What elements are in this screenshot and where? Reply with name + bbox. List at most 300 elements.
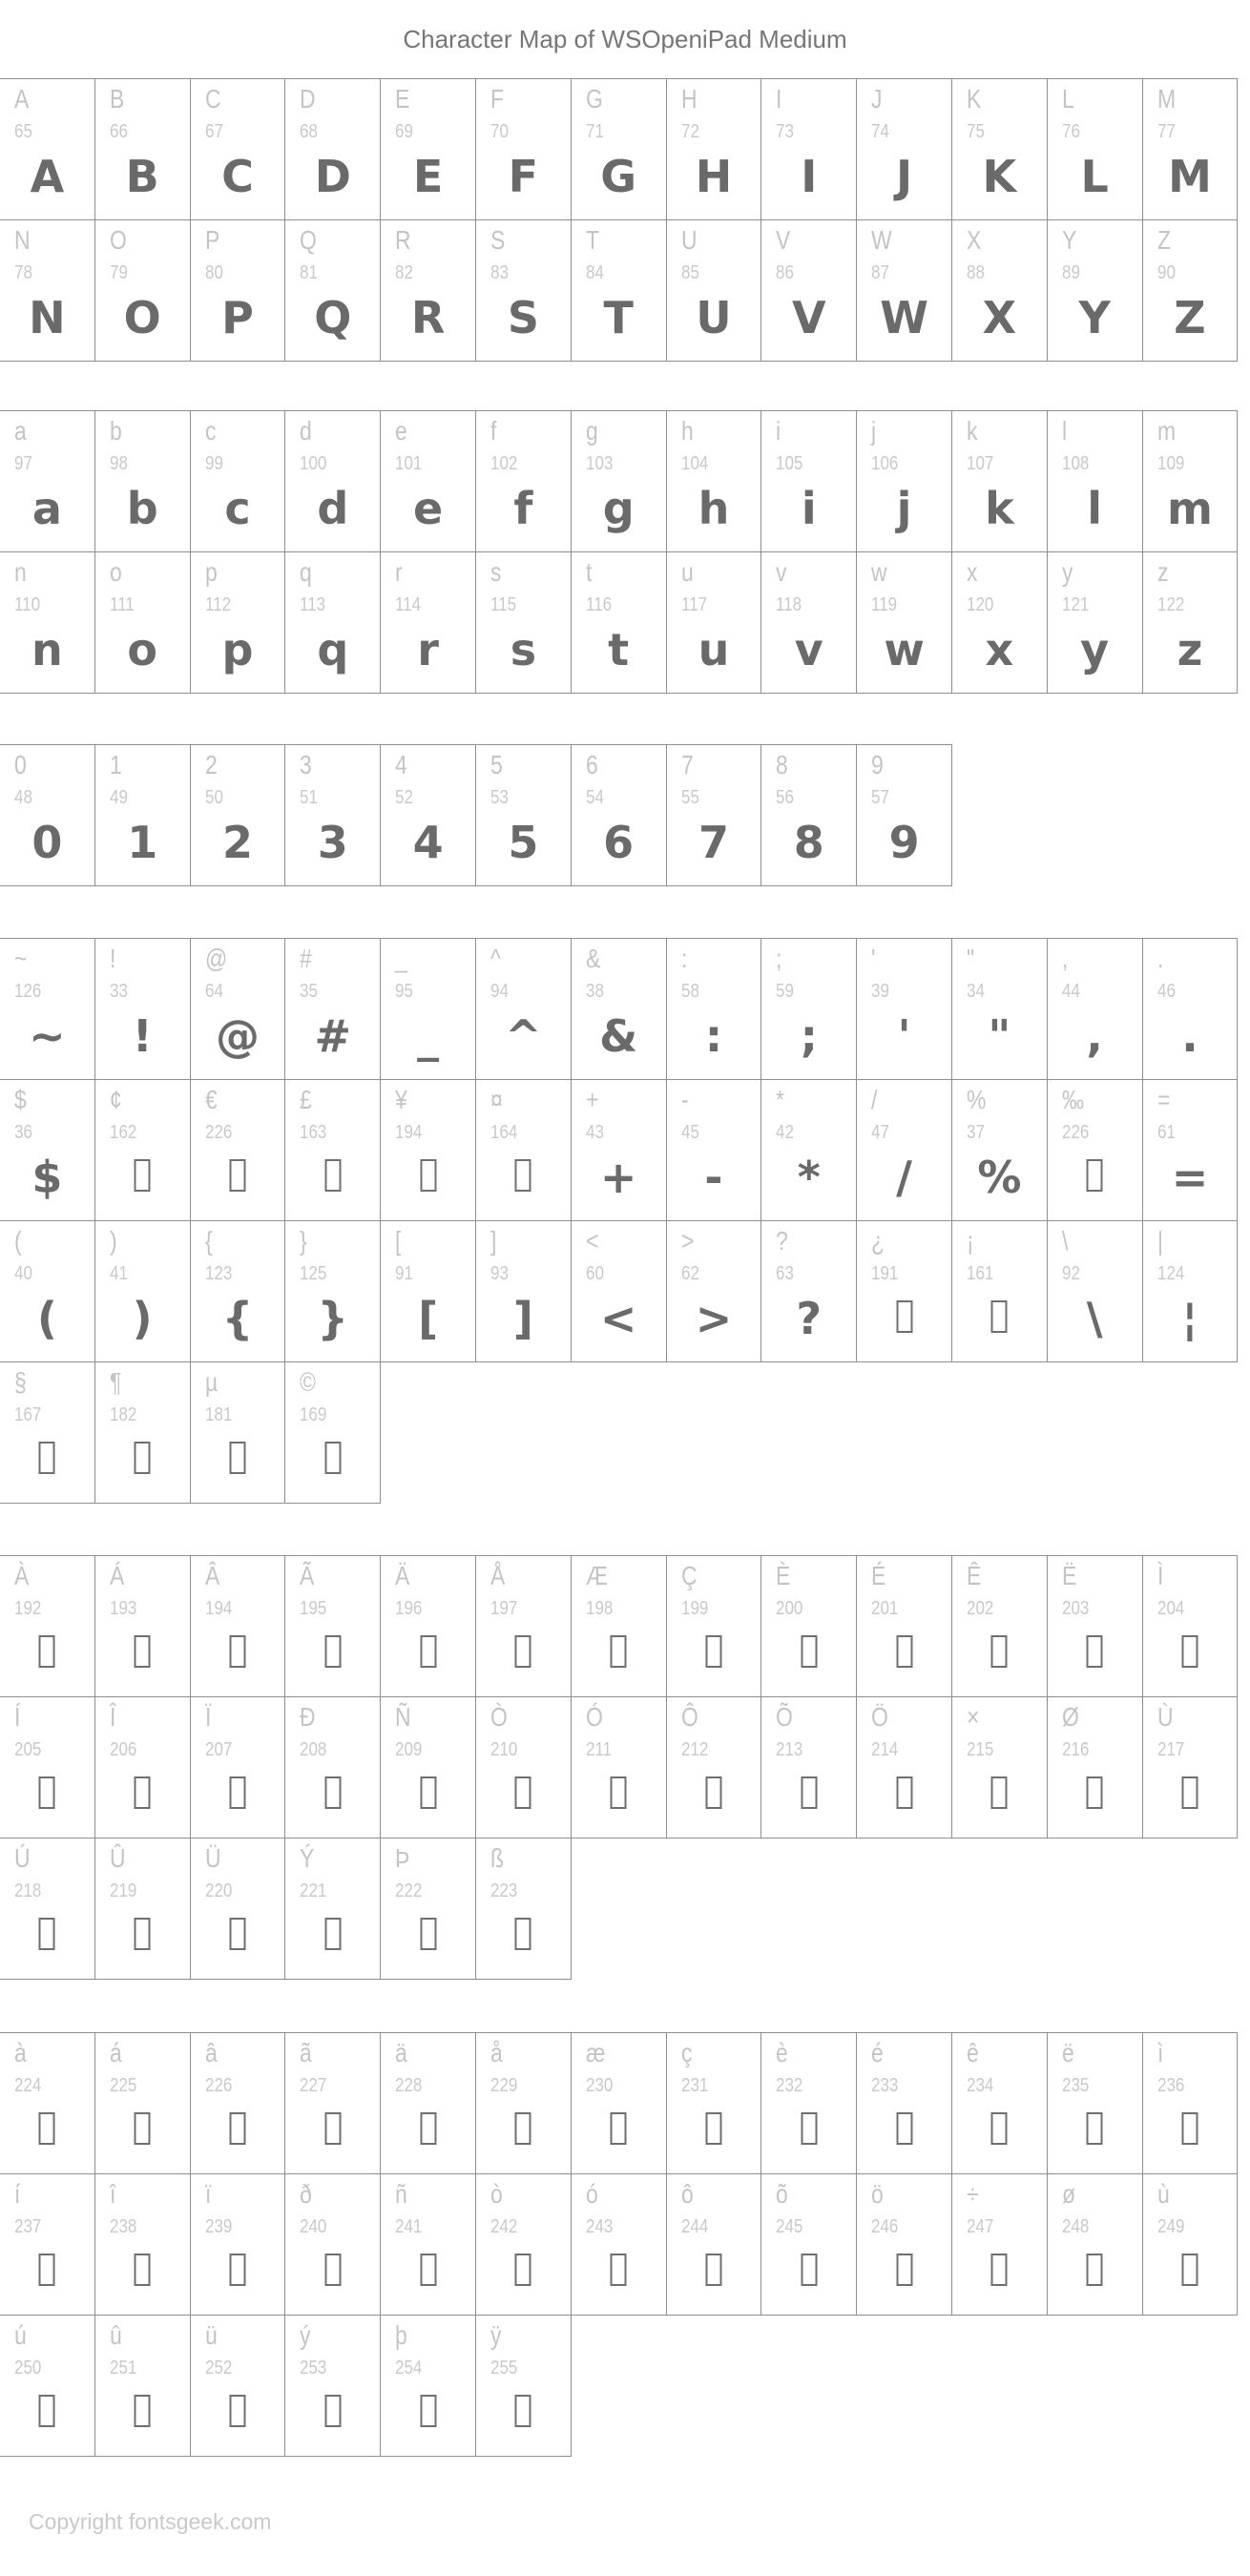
char-cell-200: [760, 1555, 857, 1697]
char-code: 108: [1061, 453, 1090, 474]
char-cell-110: [0, 551, 95, 694]
char-label: ø: [1061, 2179, 1075, 2209]
char-cell-46: [1142, 938, 1239, 1080]
char-label: r: [395, 557, 403, 587]
char-cell-82: [380, 219, 476, 362]
char-label: h: [680, 416, 694, 446]
char-label: Í: [14, 1702, 21, 1732]
char-label: ê: [966, 2038, 979, 2067]
char-glyph: ': [897, 1010, 911, 1062]
char-cell-72: [666, 78, 762, 220]
missing-glyph-box: [1181, 2112, 1198, 2145]
char-code: 113: [300, 594, 326, 615]
char-code: 74: [871, 121, 890, 142]
char-cell-112: [190, 551, 286, 694]
char-cell-35: [284, 938, 381, 1080]
missing-glyph-box: [135, 2254, 151, 2286]
char-cell-214: [856, 1696, 952, 1839]
footer-credit: Copyright fontsgeek.com: [29, 2509, 272, 2534]
char-code: 243: [585, 2216, 614, 2237]
char-cell-249: [1142, 2173, 1239, 2316]
char-cell-167: [0, 1361, 95, 1504]
char-cell-253: [284, 2315, 381, 2457]
char-cell-218: [0, 1838, 95, 1980]
char-label: Ï: [204, 1702, 211, 1732]
char-label: u: [680, 557, 694, 587]
char-cell-95: [380, 938, 476, 1080]
char-cell-50: [190, 744, 286, 886]
char-cell-207: [190, 1696, 286, 1839]
char-cell-97: [0, 410, 95, 552]
char-glyph: W: [880, 292, 928, 343]
char-code: 37: [966, 1122, 985, 1143]
char-code: 75: [966, 121, 985, 142]
char-cell-203: [1047, 1555, 1143, 1697]
char-label: Ø: [1061, 1702, 1079, 1732]
char-cell-209: [380, 1696, 476, 1839]
missing-glyph-box: [515, 2254, 531, 2286]
section-digits: [0, 744, 952, 886]
char-code: 227: [300, 2075, 327, 2096]
char-code: 121: [1061, 594, 1090, 615]
char-glyph: m: [1166, 483, 1213, 534]
char-label: N: [14, 225, 31, 255]
char-label: w: [871, 557, 887, 587]
char-code: 53: [490, 787, 509, 808]
char-cell-41: [94, 1220, 191, 1362]
char-label: â: [204, 2038, 218, 2067]
missing-glyph-box: [324, 2112, 341, 2145]
char-code: 98: [109, 453, 128, 474]
char-cell-229: [475, 2032, 572, 2174]
char-code: 52: [395, 787, 414, 808]
char-cell-119: [856, 551, 952, 694]
char-label: n: [14, 557, 27, 587]
char-cell-194: [380, 1079, 476, 1221]
char-glyph: t: [608, 624, 630, 675]
char-code: 86: [776, 262, 795, 283]
char-label: ß: [490, 1843, 505, 1873]
char-code: 89: [1061, 262, 1080, 283]
char-label: ö: [871, 2179, 884, 2209]
char-cell-101: [380, 410, 476, 552]
char-label: H: [680, 84, 698, 114]
char-code: 106: [871, 453, 899, 474]
char-glyph: ): [132, 1293, 153, 1344]
char-glyph: $: [31, 1152, 63, 1203]
char-code: 220: [204, 1880, 232, 1901]
char-label: .: [1156, 944, 1163, 973]
char-label: U: [680, 225, 698, 255]
char-cell-87: [856, 219, 952, 362]
char-row: [0, 410, 1238, 552]
char-glyph: @: [215, 1010, 260, 1062]
char-cell-77: [1142, 78, 1239, 220]
char-glyph: X: [982, 292, 1017, 343]
char-label: 4: [395, 750, 407, 779]
char-code: 56: [776, 787, 795, 808]
char-cell-181: [190, 1361, 286, 1504]
char-cell-235: [1047, 2032, 1143, 2174]
char-code: 216: [1061, 1739, 1090, 1760]
char-cell-93: [475, 1220, 572, 1362]
char-cell-215: [951, 1696, 1048, 1839]
char-label: c: [204, 416, 217, 446]
char-label: 3: [300, 750, 313, 779]
char-label: i: [776, 416, 781, 446]
char-cell-79: [94, 219, 191, 362]
char-cell-92: [1047, 1220, 1143, 1362]
char-label: #: [300, 944, 313, 973]
char-cell-206: [94, 1696, 191, 1839]
char-cell-254: [380, 2315, 476, 2457]
char-label: è: [776, 2038, 789, 2067]
char-code: 182: [109, 1404, 137, 1425]
char-label: Y: [1061, 225, 1077, 255]
char-label: ÿ: [490, 2320, 502, 2350]
missing-glyph-box: [991, 1300, 1008, 1333]
char-label: õ: [776, 2179, 789, 2209]
char-code: 92: [1061, 1263, 1080, 1284]
char-label: /: [871, 1085, 878, 1114]
char-glyph: ¦: [1181, 1293, 1198, 1344]
char-label: ¡: [966, 1226, 974, 1256]
char-glyph: M: [1168, 151, 1212, 202]
char-label: Ã: [300, 1561, 315, 1590]
char-cell-240: [284, 2173, 381, 2316]
char-row: [0, 2032, 1238, 2174]
char-label: ×: [966, 1702, 980, 1732]
char-label: g: [585, 416, 598, 446]
char-cell-43: [571, 1079, 667, 1221]
char-cell-226: [190, 1079, 286, 1221]
char-code: 215: [966, 1739, 994, 1760]
char-label: É: [871, 1561, 886, 1590]
char-code: 44: [1061, 981, 1080, 1002]
missing-glyph-box: [39, 2254, 55, 2286]
char-glyph: s: [510, 624, 537, 675]
char-code: 252: [204, 2358, 232, 2379]
char-code: 164: [490, 1122, 518, 1143]
char-cell-238: [94, 2173, 191, 2316]
char-row: [0, 1362, 1238, 1504]
char-cell-66: [94, 78, 191, 220]
char-code: 66: [109, 121, 128, 142]
char-code: 254: [395, 2358, 423, 2379]
char-label: ã: [300, 2038, 313, 2067]
missing-glyph-box: [896, 2254, 912, 2286]
char-code: 163: [300, 1122, 327, 1143]
char-label: o: [109, 557, 122, 587]
char-label: û: [109, 2320, 122, 2350]
char-label: Ü: [204, 1843, 221, 1873]
char-label: þ: [395, 2320, 407, 2350]
missing-glyph-box: [896, 2112, 912, 2145]
char-cell-182: [94, 1361, 191, 1504]
missing-glyph-box: [611, 1635, 627, 1668]
char-cell-241: [380, 2173, 476, 2316]
char-code: 236: [1156, 2075, 1184, 2096]
char-cell-120: [951, 551, 1048, 694]
char-label: S: [490, 225, 506, 255]
char-cell-162: [94, 1079, 191, 1221]
char-code: 115: [490, 594, 517, 615]
char-cell-102: [475, 410, 572, 552]
char-cell-61: [1142, 1079, 1239, 1221]
char-label: y: [1061, 557, 1073, 587]
missing-glyph-box: [135, 1918, 151, 1950]
char-cell-109: [1142, 410, 1239, 552]
char-label: €: [204, 1085, 218, 1114]
char-cell-106: [856, 410, 952, 552]
char-glyph: 7: [698, 817, 729, 868]
char-code: 253: [300, 2358, 327, 2379]
char-label: j: [871, 416, 877, 446]
char-label: b: [109, 416, 122, 446]
char-label: 5: [490, 750, 503, 779]
missing-glyph-box: [39, 1776, 55, 1809]
char-row: [0, 2316, 1238, 2457]
missing-glyph-box: [1087, 1776, 1103, 1809]
char-label: 7: [680, 750, 694, 779]
char-code: 85: [680, 262, 699, 283]
char-label: ÷: [966, 2179, 979, 2209]
char-cell-219: [94, 1838, 191, 1980]
char-label: D: [300, 84, 316, 114]
missing-glyph-box: [324, 2395, 341, 2427]
char-glyph: S: [507, 292, 539, 343]
char-label: ô: [680, 2179, 694, 2209]
char-glyph: ": [988, 1010, 1011, 1062]
char-label: 8: [776, 750, 789, 779]
char-label: Å: [490, 1561, 506, 1590]
char-code: 244: [680, 2216, 708, 2237]
char-row: [0, 1555, 1238, 1697]
char-code: 40: [14, 1263, 32, 1284]
char-cell-40: [0, 1220, 95, 1362]
char-glyph: .: [1181, 1010, 1198, 1062]
char-label: Z: [1156, 225, 1171, 255]
char-row: [0, 220, 1238, 362]
char-label: ): [109, 1226, 117, 1256]
char-code: 100: [300, 453, 327, 474]
char-cell-76: [1047, 78, 1143, 220]
char-label: 9: [871, 750, 884, 779]
char-label: ;: [776, 944, 782, 973]
char-glyph: g: [602, 483, 635, 534]
char-label: Ð: [300, 1702, 316, 1732]
char-glyph: %: [977, 1152, 1022, 1203]
char-label: B: [109, 84, 125, 114]
char-cell-193: [94, 1555, 191, 1697]
char-code: 102: [490, 453, 518, 474]
char-code: 42: [776, 1122, 795, 1143]
char-glyph: A: [30, 151, 65, 202]
char-label: K: [966, 84, 982, 114]
section-lowercase: [0, 410, 1238, 694]
char-cell-125: [284, 1220, 381, 1362]
char-label: í: [14, 2179, 21, 2209]
missing-glyph-box: [1181, 1776, 1198, 1809]
missing-glyph-box: [420, 2112, 436, 2145]
char-glyph: c: [224, 483, 251, 534]
char-label: -: [680, 1085, 689, 1114]
char-cell-115: [475, 551, 572, 694]
char-label: 0: [14, 750, 27, 779]
char-cell-118: [760, 551, 857, 694]
char-cell-99: [190, 410, 286, 552]
char-label: F: [490, 84, 505, 114]
char-glyph: F: [508, 151, 539, 202]
char-code: 41: [109, 1263, 128, 1284]
char-label: Ë: [1061, 1561, 1077, 1590]
missing-glyph-box: [801, 2112, 817, 2145]
missing-glyph-box: [1181, 1635, 1198, 1668]
char-glyph: a: [31, 483, 62, 534]
char-code: 78: [14, 262, 32, 283]
char-label: ~: [14, 944, 28, 973]
char-label: &: [585, 944, 601, 973]
char-code: 235: [1061, 2075, 1090, 2096]
char-glyph: <: [599, 1293, 637, 1344]
char-row: [0, 1221, 1238, 1362]
char-glyph: Q: [314, 292, 352, 343]
char-label: ú: [14, 2320, 27, 2350]
missing-glyph-box: [229, 1918, 245, 1950]
missing-glyph-box: [420, 1918, 436, 1950]
char-glyph: 2: [221, 817, 253, 868]
char-label: ó: [585, 2179, 598, 2209]
char-code: 109: [1156, 453, 1184, 474]
char-cell-250: [0, 2315, 95, 2457]
char-code: 119: [871, 594, 898, 615]
char-label: 6: [585, 750, 598, 779]
missing-glyph-box: [515, 2112, 531, 2145]
char-cell-39: [856, 938, 952, 1080]
char-cell-199: [666, 1555, 762, 1697]
char-code: 205: [14, 1739, 42, 1760]
char-label: 1: [109, 750, 122, 779]
char-cell-108: [1047, 410, 1143, 552]
char-cell-88: [951, 219, 1048, 362]
char-cell-245: [760, 2173, 857, 2316]
char-code: 169: [300, 1404, 327, 1425]
char-code: 194: [395, 1122, 423, 1143]
char-code: 97: [14, 453, 32, 474]
missing-glyph-box: [324, 1159, 341, 1192]
char-cell-113: [284, 551, 381, 694]
char-label: µ: [204, 1367, 218, 1397]
char-glyph: I: [801, 151, 818, 202]
char-label: ü: [204, 2320, 218, 2350]
missing-glyph-box: [515, 1776, 531, 1809]
char-glyph: !: [132, 1010, 153, 1062]
char-label: Â: [204, 1561, 219, 1590]
char-cell-71: [571, 78, 667, 220]
char-code: 162: [109, 1122, 137, 1143]
char-cell-68: [284, 78, 381, 220]
char-glyph: Y: [1078, 292, 1111, 343]
char-cell-58: [666, 938, 762, 1080]
char-code: 57: [871, 787, 890, 808]
char-code: 94: [490, 981, 509, 1002]
char-code: 201: [871, 1598, 899, 1619]
char-cell-122: [1142, 551, 1239, 694]
missing-glyph-box: [1087, 2112, 1103, 2145]
char-code: 69: [395, 121, 414, 142]
char-cell-251: [94, 2315, 191, 2457]
char-cell-221: [284, 1838, 381, 1980]
char-code: 79: [109, 262, 128, 283]
missing-glyph-box: [229, 1442, 245, 1474]
char-cell-62: [666, 1220, 762, 1362]
char-code: 125: [300, 1263, 327, 1284]
char-code: 122: [1156, 594, 1184, 615]
char-label: I: [776, 84, 782, 114]
char-label: a: [14, 416, 27, 446]
char-code: 246: [871, 2216, 899, 2237]
char-cell-59: [760, 938, 857, 1080]
missing-glyph-box: [39, 1635, 55, 1668]
char-label: R: [395, 225, 411, 255]
char-label: ë: [1061, 2038, 1074, 2067]
missing-glyph-box: [1087, 1159, 1103, 1192]
char-code: 65: [14, 121, 32, 142]
char-cell-75: [951, 78, 1048, 220]
char-label: s: [490, 557, 502, 587]
char-cell-103: [571, 410, 667, 552]
char-label: ": [966, 944, 975, 973]
char-cell-91: [380, 1220, 476, 1362]
char-cell-195: [284, 1555, 381, 1697]
char-glyph: ~: [29, 1010, 66, 1062]
char-cell-236: [1142, 2032, 1239, 2174]
char-label: <: [585, 1226, 599, 1256]
char-code: 212: [680, 1739, 708, 1760]
char-glyph: v: [794, 624, 823, 675]
char-label: |: [1156, 1226, 1163, 1256]
char-cell-123: [190, 1220, 286, 1362]
char-code: 248: [1061, 2216, 1090, 2237]
char-cell-44: [1047, 938, 1143, 1080]
char-code: 208: [300, 1739, 327, 1760]
char-code: 231: [680, 2075, 708, 2096]
char-code: 233: [871, 2075, 899, 2096]
char-code: 167: [14, 1404, 42, 1425]
char-cell-67: [190, 78, 286, 220]
char-glyph: q: [317, 624, 349, 675]
char-label: v: [776, 557, 787, 587]
char-code: 110: [14, 594, 41, 615]
char-cell-220: [190, 1838, 286, 1980]
char-code: 55: [680, 787, 699, 808]
missing-glyph-box: [991, 2254, 1008, 2286]
char-code: 245: [776, 2216, 803, 2237]
char-code: 61: [1156, 1122, 1176, 1143]
char-code: 81: [300, 262, 319, 283]
char-code: 251: [109, 2358, 137, 2379]
char-cell-56: [760, 744, 857, 886]
page-title: Character Map of WSOpeniPad Medium: [403, 25, 847, 53]
char-label: \: [1061, 1226, 1069, 1256]
char-label: à: [14, 2038, 27, 2067]
char-glyph: 9: [888, 817, 920, 868]
char-cell-252: [190, 2315, 286, 2457]
char-label: ': [871, 944, 876, 973]
char-code: 101: [395, 453, 423, 474]
char-label: *: [776, 1085, 785, 1114]
char-code: 242: [490, 2216, 518, 2237]
